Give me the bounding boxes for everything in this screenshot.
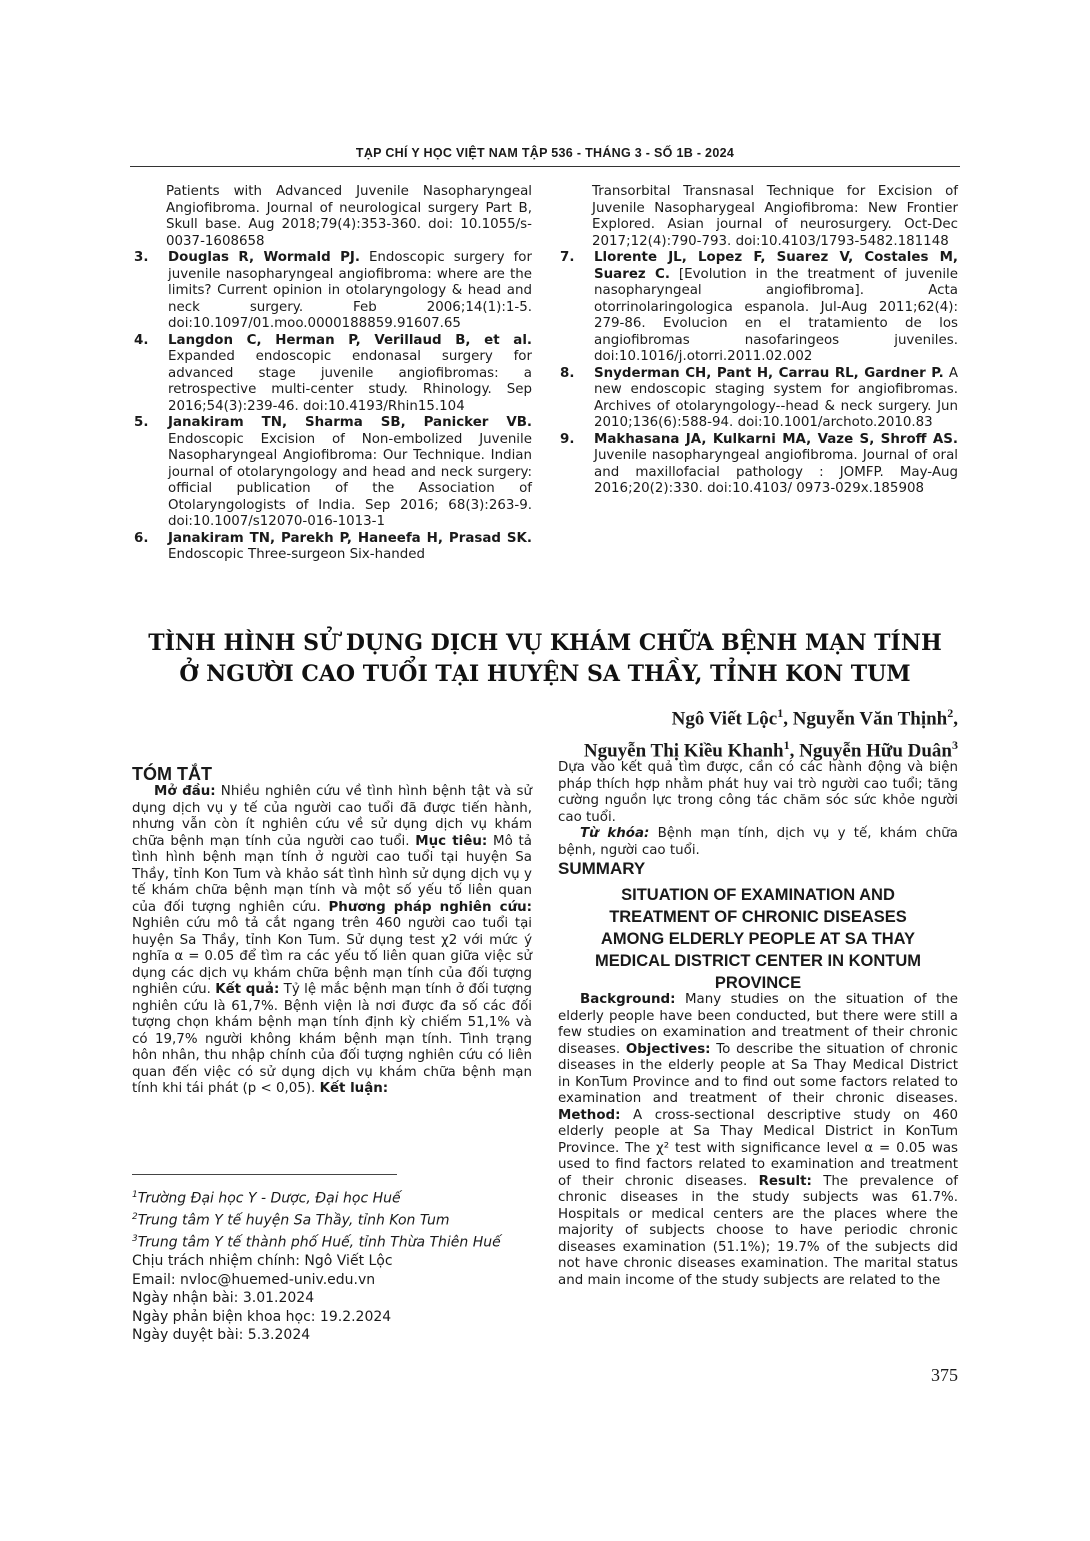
reference-5: [132, 415, 532, 531]
abstract-vi-conclusion: Dựa vào kết quả tìm được, cần có các hành động và biện pháp thích hợp nhằm phát huy vai trò người cao tuổi; tăng cường nguồn lực trong công tác chăm sóc sức khỏe người cao tuổi.: [558, 760, 958, 825]
author-affiliation: 1: [783, 738, 790, 753]
reference-text: Endoscopic Excision of Non-embolized Juvenile Nasopharyngeal Angiofibroma: Our Technique. Indian journal of otolaryngology and head and neck surgery: official publication of the Association of Otolaryngologists of India. Sep 2016; 68(3):263-9. doi:10.1007/s12070-016-1013-1: [168, 431, 532, 529]
author-name: Nguyễn Thị Kiều Khanh: [583, 740, 784, 762]
author-name: Nguyễn Hữu Duân: [799, 740, 952, 762]
date-accepted: Ngày duyệt bài: 5.3.2024: [132, 1327, 311, 1344]
reference-number: 9.: [560, 431, 575, 447]
references-left-column: [132, 184, 532, 564]
reference-number: 3.: [134, 250, 149, 265]
corresponding-email: Email: nvloc@huemed-univ.edu.vn: [132, 1271, 376, 1288]
author-affiliation: 3: [952, 738, 958, 753]
reference-number: 4.: [134, 332, 149, 348]
author-name: Ngô Viết Lộc: [671, 708, 778, 730]
reference-text: [Evolution in the treatment of juvenile nasopharyngeal angiofibroma]. Acta otorrinolaringologica espanola. Jul-Aug 2011;62(4): 279-86. Evolucion en el tratamiento de los angiofibromas nasofaringeos juveniles. doi:10.1016/j.otorri.2011.02.002: [594, 266, 958, 364]
reference-text: Patients with Advanced Juvenile Nasopharyngeal Angiofibroma. Journal of neurological surgery Part B, Skull base. Aug 2018;79(4):353-360. doi: 10.1055/s-0037-1608658: [166, 184, 532, 249]
footnote-rule: [132, 1174, 397, 1175]
date-received: Ngày nhận bài: 3.01.2024: [132, 1290, 315, 1307]
author-affiliation: 2: [947, 706, 954, 720]
authors-line-1: Ngô Viết Lộc$^1$, Nguyễn Văn Thịnh$^2$,: [671, 706, 958, 730]
reference-9: [558, 432, 958, 498]
reference-authors: Llorente JL, Lopez F, Suarez V, Costales M, Suarez C.: [594, 250, 958, 282]
authors-line-2: Nguyễn Thị Kiều Khanh$^1$, Nguyễn Hữu Duân$^3$: [583, 738, 958, 762]
responsible-author: Chịu trách nhiệm chính: Ngô Viết Lộc: [132, 1253, 393, 1270]
summary-paragraph: Background: Many studies on the situation of the elderly people have been conducted, but there were still a few studies on examination and treatment of their chronic diseases. Objectives: To describe the situation of chronic diseases in the elderly people at Sa Thay Medical District in KonTum Province and to find out some factors related to examination and treatment of their chronic diseases. Method: A cross-sectional descriptive study on 460 elderly people at Sa Thay Medical District in KonTum Province. The χ² test with significance level α = 0.05 was used to find factors related to examination and treatment of their chronic diseases. Result: The prevalence of chronic diseases in the study subjects was 61.7%. Hospitals or medical centers are the places where the majority of subjects choose to have periodic chronic diseases examination (51.1%); 19.7% of the subjects did not have chronic diseases examination. The marital status and main income of the study subjects are related to the: [558, 992, 958, 1288]
references-right-column: [558, 184, 958, 498]
reference-authors: Makhasana JA, Kulkarni MA, Vaze S, Shroff AS.: [594, 431, 958, 447]
running-header: TẠP CHÍ Y HỌC VIỆT NAM TẬP 536 - THÁNG 3 - SỐ 1B - 2024: [355, 146, 735, 160]
article-authors: [584, 700, 958, 765]
reference-authors: Douglas R, Wormald PJ.: [168, 250, 360, 265]
summary-title: SITUATION OF EXAMINATION AND TREATMENT OF CHRONIC DISEASES AMONG ELDERLY PEOPLE AT SA THAY MEDICAL DISTRICT CENTER IN KONTUM PROVINCE: [594, 886, 922, 992]
article-title-line-2: Ở NGƯỜI CAO TUỔI TẠI HUYỆN SA THẦY, TỈNH KON TUM: [179, 661, 911, 687]
abstract-vi-keywords: Từ khóa: Bệnh mạn tính, dịch vụ y tế, khám chữa bệnh, người cao tuổi.: [558, 826, 959, 858]
reference-text: Endoscopic Three-surgeon Six-handed: [168, 547, 425, 562]
reference-text: Juvenile nasopharyngeal angiofibroma. Journal of oral and maxillofacial pathology : JOMFP. May-Aug 2016;20(2):330. doi:10.4103/ 0973-029x.185908: [594, 448, 958, 496]
reference-2-continued: [132, 184, 532, 250]
date-reviewed: Ngày phản biện khoa học: 19.2.2024: [132, 1308, 392, 1325]
abstract-vi-left: [132, 784, 532, 1098]
reference-authors: Langdon C, Herman P, Verillaud B, et al.: [168, 332, 532, 348]
reference-text: A new endoscopic staging system for angiofibromas. Archives of otolaryngology--head & neck surgery. Jun 2010;136(6):588-94. doi:10.1001/archoto.2010.83: [594, 365, 958, 430]
affiliation-3: $^3$Trung tâm Y tế thành phố Huế, tỉnh Thừa Thiên Huế: [132, 1234, 501, 1251]
reference-text: Transorbital Transnasal Technique for Excision of Juvenile Nasopharygeal Angiofibroma: New Frontier Explored. Asian journal of neurosurgery. Oct-Dec 2017;12(4):790-793. doi:10.4103/1793-5482.181148: [592, 184, 958, 249]
footnotes: [132, 1186, 501, 1345]
article-title-line-1: TÌNH HÌNH SỬ DỤNG DỊCH VỤ KHÁM CHỮA BỆNH MẠN TÍNH: [148, 630, 942, 656]
reference-number: 5.: [134, 415, 149, 430]
reference-authors: Janakiram TN, Sharma SB, Panicker VB.: [168, 415, 532, 430]
reference-authors: Snyderman CH, Pant H, Carrau RL, Gardner P.: [594, 365, 944, 381]
reference-6-continued: [558, 184, 958, 250]
reference-number: 8.: [560, 365, 575, 381]
affiliation-1: $^1$Trường Đại học Y - Dược, Đại học Huế: [132, 1190, 401, 1207]
header-rule: [130, 166, 960, 167]
author-affiliation: 1: [777, 706, 784, 720]
reference-7: [558, 250, 958, 366]
reference-6: [132, 531, 532, 564]
reference-number: 7.: [560, 250, 575, 265]
abstract-vi-right: [558, 760, 958, 859]
article-title: [130, 628, 960, 690]
summary-heading: SUMMARY: [558, 859, 646, 878]
abstract-vi-heading: TÓM TẮT: [132, 764, 212, 784]
reference-8: [558, 366, 958, 432]
reference-authors: Janakiram TN, Parekh P, Haneefa H, Prasad SK.: [168, 530, 532, 546]
affiliation-2: $^2$Trung tâm Y tế huyện Sa Thầy, tỉnh Kon Tum: [132, 1212, 450, 1229]
reference-3: [132, 250, 532, 333]
author-name: Nguyễn Văn Thịnh: [792, 708, 948, 730]
reference-number: 6.: [134, 530, 149, 546]
summary-body: [558, 992, 958, 1289]
reference-text: Endoscopic surgery for juvenile nasopharyngeal angiofibroma: where are the limits? Current opinion in otolaryngology & head and neck surgery. Feb 2006;14(1):1-5. doi:10.1097/01.moo.0000188859.91607.65: [168, 250, 532, 331]
reference-4: [132, 333, 532, 416]
page-number: 375: [931, 1365, 958, 1385]
reference-text: Expanded endoscopic endonasal surgery for advanced stage juvenile angiofibromas: a retrospective multi-center study. Rhinology. Sep 2016;54(3):239-46. doi:10.4193/Rhin15.104: [168, 349, 532, 414]
abstract-vi-paragraph: Mở đầu: Nhiều nghiên cứu về tình hình bệnh tật và sử dụng dịch vụ y tế của người cao tuổi đã được tiến hành, nhưng vẫn còn ít nghiên cứu về sử dụng dịch vụ khám chữa bệnh mạn tính của người cao tuổi. Mục tiêu: Mô tả tình hình bệnh mạn tính ở người cao tuổi tại huyện Sa Thầy, tỉnh Kon Tum và khảo sát tình hình sử dụng dịch vụ y tế khám chữa bệnh mạn tính và một số yếu tố liên quan của đối tượng nghiên cứu. Phương pháp nghiên cứu: Nghiên cứu mô tả cắt ngang trên 460 người cao tuổi tại huyện Sa Thầy, tỉnh Kon Tum. Sử dụng test χ2 với mức ý nghĩa α = 0.05 để tìm ra các yếu tố liên quan giữa việc sử dụng các dịch vụ khám chữa bệnh mạn tính của đối tượng nghiên cứu. Kết quả: Tỷ lệ mắc bệnh mạn tính ở đối tượng nghiên cứu là 61,7%. Bệnh viện là nơi được đa số các đối tượng chọn khám bệnh mạn tính định kỳ chiếm 51,1% và có 19,7% người không khám bệnh mạn tính. Tình trạng hôn nhân, thu nhập chính của đối tượng nghiên cứu có liên quan đến việc có sử dụng dịch vụ khám chữa bệnh mạn tính khi tái phát (p < 0,05). Kết luận:: [132, 784, 532, 1096]
